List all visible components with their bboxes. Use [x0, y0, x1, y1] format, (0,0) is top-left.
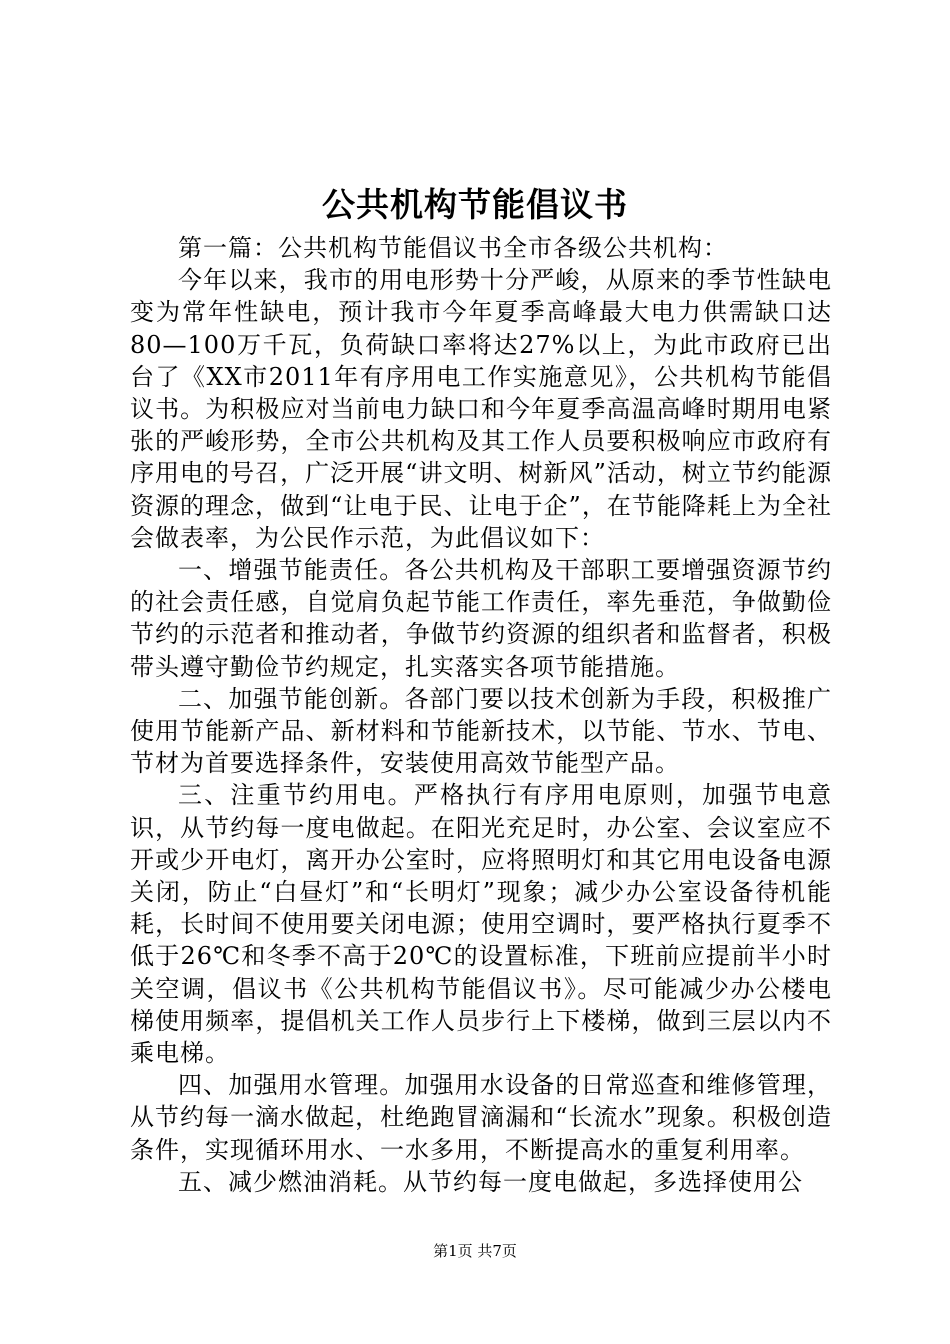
paragraph-intro: 第一篇：公共机构节能倡议书全市各级公共机构：: [178, 234, 728, 262]
document-title: 公共机构节能倡议书: [322, 185, 628, 224]
paragraph-background: 今年以来，我市的用电形势十分严峻，从原来的季节性缺电变为常年性缺电，预计我市今年夏季高峰最大电力供需缺口达80—100万千瓦，负荷缺口率将达27%以上，为此市政府已出台了《XX市2011年有序用电工作实施意见》，公共机构节能倡议书。为积极应对当前电力缺口和今年夏季高温高峰时期用电紧张的严峻形势，全市公共机构及其工作人员要积极响应市政府有序用电的号召，广泛开展“讲文明、树新风”活动，树立节约能源资源的理念，做到“让电于民、让电于企”，在节能降耗上为全社会做表率，为公民作示范，为此倡议如下：: [130, 266, 832, 552]
paragraph-item-2: 二、加强节能创新。各部门要以技术创新为手段，积极推广使用节能新产品、新材料和节能新技术，以节能、节水、节电、节材为首要选择条件，安装使用高效节能型产品。: [130, 684, 832, 778]
paragraph-item-4: 四、加强用水管理。加强用水设备的日常巡查和维修管理，从节约每一滴水做起，杜绝跑冒滴漏和“长流水”现象。积极创造条件，实现循环用水、一水多用，不断提高水的重复利用率。: [130, 1071, 832, 1164]
page-footer: 第1页 共7页: [433, 1242, 517, 1260]
paragraph-item-1: 一、增强节能责任。各公共机构及干部职工要增强资源节约的社会责任感，自觉肩负起节能工作责任，率先垂范，争做勤俭节约的示范者和推动者，争做节约资源的组织者和监督者，积极带头遵守勤俭节约规定，扎实落实各项节能措施。: [130, 556, 832, 681]
paragraph-item-5: 五、减少燃油消耗。从节约每一度电做起，多选择使用公: [178, 1167, 803, 1196]
paragraph-item-3: 三、注重节约用电。严格执行有序用电原则，加强节电意识，从节约每一度电做起。在阳光充足时，办公室、会议室应不开或少开电灯，离开办公室时，应将照明灯和其它用电设备电源关闭，防止“白昼灯”和“长明灯”现象；减少办公室设备待机能耗，长时间不使用要关闭电源；使用空调时，要严格执行夏季不低于26℃和冬季不高于20℃的设置标准，下班前应提前半小时关空调，倡议书《公共机构节能倡议书》。尽可能减少办公楼电梯使用频率，提倡机关工作人员步行上下楼梯，做到三层以内不乘电梯。: [130, 781, 832, 1068]
document-body: [130, 232, 832, 1198]
